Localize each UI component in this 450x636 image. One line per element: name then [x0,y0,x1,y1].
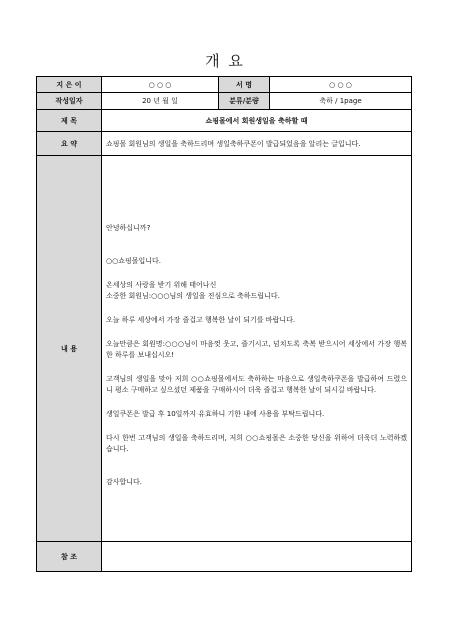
summary-form-table [36,76,412,572]
content-paragraph: 오늘만큼은 회원명:○○○님이 마음껏 웃고, 즐기시고, 넘치도록 축복 받으시어 세상에서 가장 행복한 하루를 보내십시오! [106,339,407,359]
content-paragraph: 고객님의 생일을 맞아 저희 ○○쇼핑몰에서도 축하하는 마음으로 생일축하쿠폰을 발급하여 드렸으니 평소 구매하고 싶으셨던 제품을 구매하시어 더욱 즐겁고 행복한 날이 되시길 바랍니다. [106,374,407,394]
content-paragraph: 감사합니다. [106,477,143,486]
reference-value [102,542,412,572]
content-paragraph: 다시 한번 고객님의 생일을 축하드리며, 저희 ○○쇼핑몰은 소중한 당신을 위하여 더욱더 노력하겠습니다. [106,433,407,453]
content-paragraph: 온세상의 사랑을 받기 위해 태어나신 소중한 회원님:○○○님의 생일을 진심으로 축하드립니다. [106,280,280,300]
summary-value: 쇼핑몰 회원님의 생일을 축하드리며 생일축하쿠폰이 발급되었음을 알리는 글입니다. [102,132,412,156]
content-paragraph: ○○쇼핑몰입니다. [106,256,162,265]
summary-label: 요 약 [37,132,102,156]
signature-value: ○ ○ ○ [270,77,412,93]
reference-row [37,542,412,572]
content-paragraph: 오늘 하루 세상에서 가장 즐겁고 행복한 날이 되기를 바랍니다. [106,315,296,324]
content-row [37,156,412,542]
author-row [37,77,412,93]
reference-label: 참 조 [37,542,102,572]
category-label: 분류/분량 [219,93,270,110]
category-value: 축하 / 1page [270,93,412,110]
subject-label: 제 목 [37,110,102,132]
date-label: 작성일자 [37,93,102,110]
subject-value: 쇼핑몰에서 회원생일을 축하할 때 [102,110,412,132]
author-label: 지 은 이 [37,77,102,93]
content-paragraph: 생일쿠폰은 발급 후 10일까지 유효하니 기한 내에 사용을 부탁드립니다. [106,409,325,418]
content-body [102,156,412,542]
summary-row [37,132,412,156]
date-value: 20 년 월 일 [102,93,219,110]
content-label: 내 용 [37,156,102,542]
signature-label: 서 명 [219,77,270,93]
content-paragraph: 안녕하십니까? [106,223,151,232]
author-value: ○ ○ ○ [102,77,219,93]
subject-row [37,110,412,132]
date-row [37,93,412,110]
document-title: 개 요 [205,52,245,70]
